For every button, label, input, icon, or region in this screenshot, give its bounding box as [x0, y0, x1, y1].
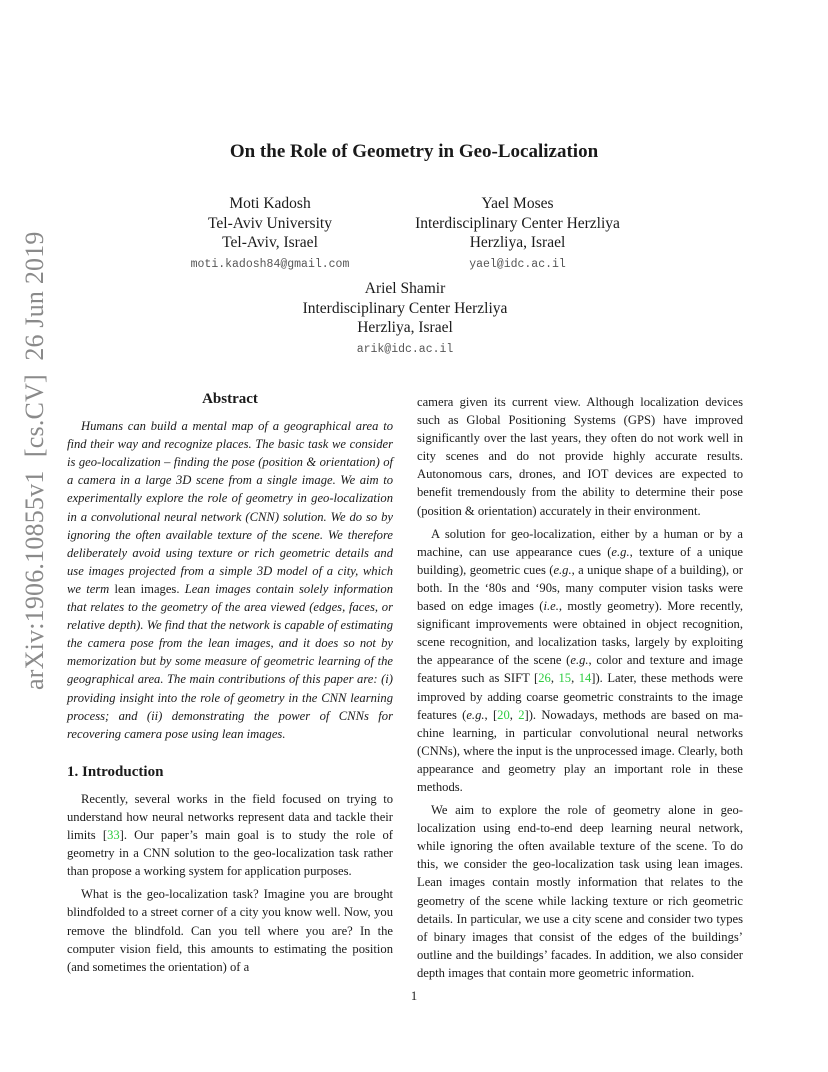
author-location: Tel-Aviv, Israel [222, 234, 318, 251]
author-location: Herzliya, Israel [357, 319, 453, 336]
text: ]). Later, these methods were improved by adding coarse geometric constraints to the image features ( [417, 671, 744, 722]
author-location: Herzliya, Israel [469, 234, 566, 251]
text-eg: e.g. [570, 653, 589, 668]
abstract-text-1: Humans can build a mental map of a geographical area to find their way and recognize places. The basic task we consider is geo-localization – finding the pose (position & orientation) of a camera in a large 3D scene from a single image. We aim to experimentally explore the role of geometry in geo-localization in a convolutional neural network (CNN) solution. We do so by ignoring the often available texture of the scene. We therefore deliberately avoid using texture or rich geometric details and use images projected from a simple 3D model of a city, which we term [67, 419, 393, 596]
author-name: Ariel Shamir [364, 280, 446, 297]
author-block-1 [170, 194, 370, 274]
text: , a unique shape of a building), or both. In the ‘80s and ‘90s, many computer vision tasks were based on edge images ( [417, 562, 743, 614]
text: , color and texture and image features such as SIFT [ [417, 653, 743, 686]
text: ]. Our paper’s main goal is to study the role of geometry in a CNN solution to the geo-localization task rather than propose a working system for application purposes. [67, 828, 393, 879]
paper-title: On the Role of Geometry in Geo-Localization [229, 141, 599, 162]
abstract-paragraph [67, 417, 393, 743]
left-column [67, 390, 393, 976]
author-affiliation: Interdisciplinary Center Herzliya [302, 299, 508, 317]
text: , texture of a unique building), geometric cues ( [417, 544, 743, 577]
text: ]). Nowadays, methods are based on machine learning, in particular convolutional neural networks (CNNs), where the input is the unprocessed image. Clearly, both appearance and geometry play an important role in these methods. [417, 707, 743, 794]
author-affiliation: Interdisciplinary Center Herzliya [415, 214, 620, 232]
intro-paragraph-2-continued: camera given its current view. Although localization devices such as Global Positioning Systems (GPS) have improved significantly over the last years, they often do not work well in city scenes and do not provide highly accurate results. Autonomous cars, drones, and IOT devices are expected to benefit tremendously from the ability to determine their pose (position & orientation) accurately in their environment. [417, 395, 743, 518]
citation-link[interactable]: 26 [538, 671, 551, 686]
abstract-text-2: Lean images contain solely information that relates to the geometry of the area viewed (edges, faces, or relative depth). We find that the network is capable of estimating the camera pose from the lean images, and it does so not by memorization but by some measure of geometric learning of the geographical area. The main contributions of this paper are: (i) providing insight into the role of geometry in the CNN learning process; and (ii) demonstrating the power of CNNs for recovering camera pose using lean images. [67, 581, 393, 741]
intro-paragraph-4: We aim to explore the role of geometry alone in geolocalization using end-to-end deep learning neural network, while ignoring the often available texture of the scene. To do this, we consider the geo-localization task using lean images. Lean images contain mostly information that relates to the geometry of the scene while lacking texture or rich geometric details. In particular, we use a city scene and consider two types of binary images that consist of the edges of the buildings’ outline and the buildings’ facades. In addition, we also consider depth images that contain more geometric information. [417, 803, 743, 980]
intro-paragraph-2: What is the geo-localization task? Imagine you are brought blindfolded to a street corner of a city you know well. Now, you remove the blindfold. Can you tell where you are? In the computer vision field, this amounts to estimating the position (and sometimes the orientation) of a [67, 887, 393, 974]
citation-link[interactable]: 15 [558, 671, 572, 686]
author-block-3 [280, 279, 530, 359]
right-column [417, 393, 743, 982]
author-name: Yael Moses [481, 195, 554, 212]
text-eg: e.g. [553, 562, 572, 577]
citation-link[interactable]: 2 [518, 707, 525, 722]
text-ie: i.e. [543, 599, 559, 614]
citation-link[interactable]: 33 [107, 828, 120, 843]
author-email: moti.kadosh84@gmail.com [190, 257, 350, 271]
author-block-2 [395, 194, 640, 274]
author-email: yael@idc.ac.il [469, 257, 566, 271]
page-number: 1 [410, 989, 418, 1003]
citation-link[interactable]: 14 [578, 671, 592, 686]
abstract-term: lean images. [114, 581, 180, 596]
text: , mostly geometry). More recently, significant improvements were obtained in object recognition, scene recognition, and localization tasks, largely by exploiting the appearance of the scene ( [417, 599, 743, 668]
text: Recently, several works in the field focused on trying to understand how neural networks represent data and tackle their limits [ [67, 791, 393, 843]
abstract-heading: Abstract [202, 391, 258, 407]
intro-paragraph-1 [67, 790, 393, 880]
introduction-heading: 1. Introduction [67, 763, 164, 780]
text: , [ [484, 707, 498, 722]
citation-link[interactable]: 20 [497, 707, 510, 722]
author-name: Moti Kadosh [229, 195, 311, 212]
intro-paragraph-3: A solution for geo-localization, either by a human or by a machine, can use appearance cues (e.g., texture of a unique building), geometric cues (e.g., a unique shape of a building), or both. In the ‘80s and ‘90s, many computer vision tasks were based on edge images (i.e., mostly geometry). More recently, significant improvements were obtained in object recognition, scene recognition, and localization tasks, largely by exploiting the appearance of the scene (e.g., color and texture and image features such as SIFT [26, 15, 14]). Later, these methods were improved by adding coarse geometric constraints to the image features (e.g., [20, 2]). Nowadays, methods are based on machine learning, in particular convolutional neural networks (CNNs), where the input is the unprocessed image. Clearly, both appearance and geometry play an important role in these methods. [417, 526, 744, 794]
abstract-body [67, 417, 393, 743]
text: A solution for geo-localization, either by a human or by a machine, can use appearance cues ( [417, 526, 743, 559]
author-affiliation: Tel-Aviv University [208, 214, 332, 232]
author-email: arik@idc.ac.il [356, 342, 454, 356]
text-eg: e.g. [466, 707, 485, 722]
text-eg: e.g. [611, 544, 630, 559]
arxiv-identifier-stamp: arXiv:1906.10855v1 [cs.CV] 26 Jun 2019 [20, 231, 49, 690]
